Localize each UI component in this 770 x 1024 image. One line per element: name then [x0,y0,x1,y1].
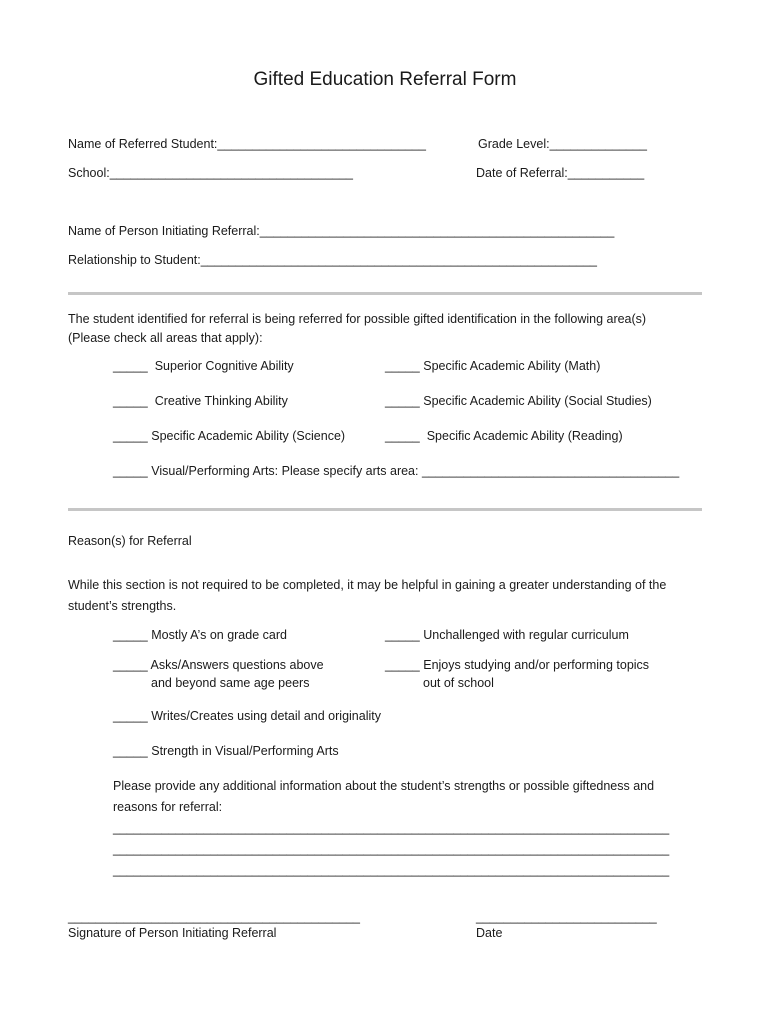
checkbox-asks-answers[interactable]: _____ Asks/Answers questions above [113,658,324,672]
date-of-referral-field[interactable]: Date of Referral:___________ [476,166,645,180]
checkbox-academic-reading[interactable]: _____ Specific Academic Ability (Reading) [385,429,623,443]
reasons-intro-cont: student’s strengths. [68,599,177,613]
school-field[interactable]: School:___________________________________ [68,166,354,180]
reasons-intro: While this section is not required to be completed, it may be helpful in gaining a greater understanding of the [68,578,667,592]
checkbox-academic-social-studies[interactable]: _____ Specific Academic Ability (Social Studies) [385,394,652,408]
checkbox-unchallenged[interactable]: _____ Unchallenged with regular curriculum [385,628,629,642]
date-line[interactable]: __________________________ [476,910,657,924]
reasons-heading: Reason(s) for Referral [68,534,192,548]
section-divider [68,508,702,511]
areas-intro: The student identified for referral is being referred for possible gifted identification in the following area(s) [68,312,647,326]
signature-line[interactable]: __________________________________________ [68,910,360,924]
additional-info-line[interactable]: ________________________________________________________________________________ [113,863,670,877]
relationship-field[interactable]: Relationship to Student:_________________________________________________________ [68,253,597,267]
checkbox-creative-thinking[interactable]: _____ Creative Thinking Ability [113,394,288,408]
checkbox-asks-answers-cont: and beyond same age peers [151,676,310,690]
page-title: Gifted Education Referral Form [253,69,517,90]
checkbox-superior-cognitive[interactable]: _____ Superior Cognitive Ability [113,359,294,373]
checkbox-strength-arts[interactable]: _____ Strength in Visual/Performing Arts [113,744,339,758]
checkbox-enjoys-studying[interactable]: _____ Enjoys studying and/or performing topics [385,658,650,672]
checkbox-academic-science[interactable]: _____ Specific Academic Ability (Science) [113,429,346,443]
initiator-name-field[interactable]: Name of Person Initiating Referral:___________________________________________________ [68,224,615,238]
checkbox-academic-math[interactable]: _____ Specific Academic Ability (Math) [385,359,601,373]
checkbox-writes-creates[interactable]: _____ Writes/Creates using detail and originality [113,709,381,723]
additional-info-prompt-cont: reasons for referral: [113,800,223,814]
checkbox-visual-performing-arts[interactable]: _____ Visual/Performing Arts: Please specify arts area: _____________________________________ [113,464,680,478]
checkbox-enjoys-studying-cont: out of school [423,676,494,690]
date-label: Date [476,926,503,940]
areas-instruction: (Please check all areas that apply): [68,331,263,345]
signature-label: Signature of Person Initiating Referral [68,926,277,940]
checkbox-mostly-as[interactable]: _____ Mostly A’s on grade card [113,628,287,642]
referred-student-name-field[interactable]: Name of Referred Student:______________________________ [68,137,426,151]
additional-info-line[interactable]: ________________________________________________________________________________ [113,842,670,856]
additional-info-line[interactable]: ________________________________________________________________________________ [113,821,670,835]
grade-level-field[interactable]: Grade Level:______________ [478,137,647,151]
additional-info-prompt: Please provide any additional information about the student’s strengths or possible giftedness and [113,779,655,793]
section-divider [68,292,702,295]
